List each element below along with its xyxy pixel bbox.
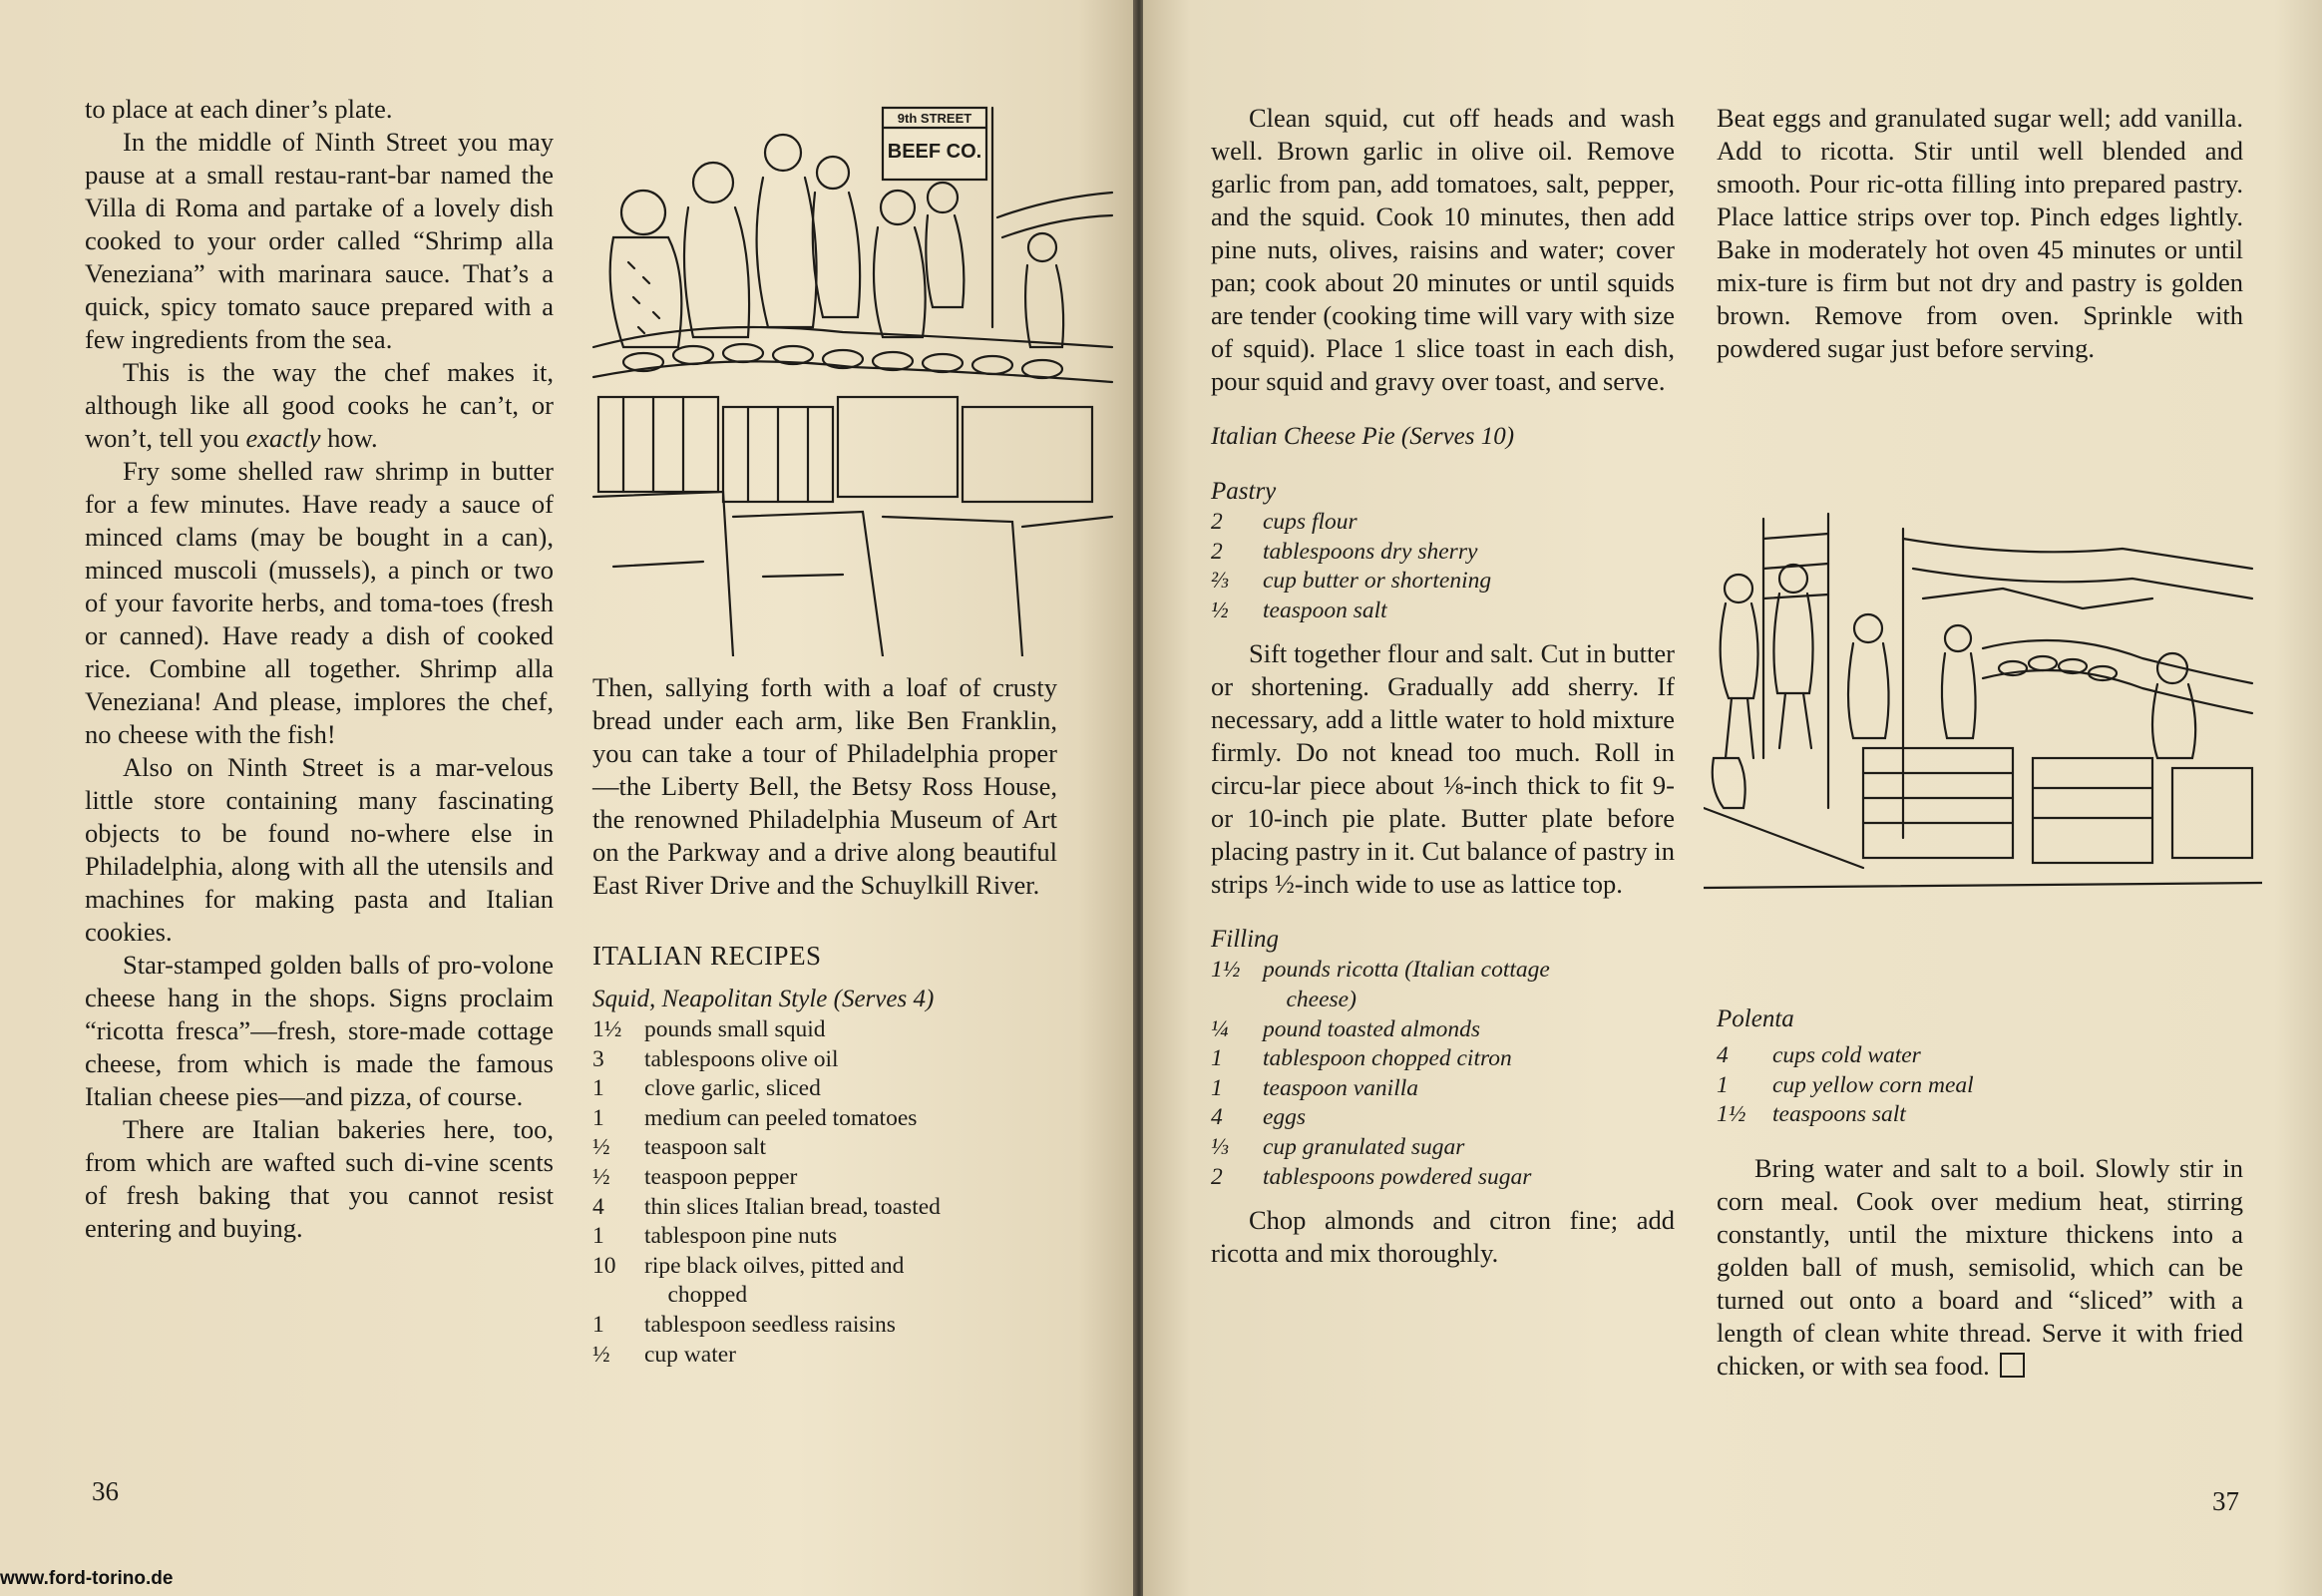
ingredient-name: tablespoon seedless raisins [644, 1311, 896, 1338]
ingredient-quantity: 4 [1211, 1104, 1223, 1131]
ingredient-quantity: 4 [1717, 1042, 1729, 1068]
right-column-2-lower [1717, 1002, 2243, 1383]
ingredient-item [592, 1341, 1057, 1371]
ingredient-name: cup granulated sugar [1263, 1133, 1465, 1160]
ingredient-quantity: 10 [592, 1252, 616, 1279]
ingredient-item [592, 1074, 1057, 1104]
ingredient-item [1211, 1044, 1675, 1074]
ingredient-quantity: 1½ [1211, 957, 1241, 984]
ingredient-name: cup water [644, 1341, 736, 1368]
ingredient-item [592, 1133, 1057, 1163]
ingredient-quantity: 3 [592, 1045, 604, 1072]
ingredient-quantity: 1 [1211, 1074, 1223, 1101]
end-of-article-mark [2000, 1353, 2025, 1378]
ingredient-item [1717, 1100, 2243, 1130]
ingredient-name: cups flour [1263, 509, 1357, 535]
paragraph: Chop almonds and citron fine; add ricotta and mix thoroughly. [1211, 1205, 1675, 1269]
ingredient-quantity: ½ [592, 1163, 610, 1190]
ingredient-item [592, 1222, 1057, 1252]
ingredient-name: cup butter or shortening [1263, 568, 1492, 595]
ingredient-quantity: 1 [592, 1311, 604, 1338]
ingredient-item [1211, 538, 1675, 568]
ingredient-name: teaspoon salt [1263, 597, 1387, 623]
left-page [0, 0, 1135, 1596]
ingredient-name: cups cold water [1772, 1042, 1921, 1068]
ingredient-item [1211, 1015, 1675, 1045]
ingredient-name: teaspoons salt [1772, 1101, 1906, 1128]
right-column-2 [1717, 102, 2243, 365]
market-sketch-illustration [583, 98, 1122, 656]
ingredient-item [592, 1193, 1057, 1223]
ingredient-list [1717, 1041, 2243, 1130]
ingredient-item [592, 1281, 1057, 1311]
ingredient-quantity: 2 [1211, 538, 1223, 565]
ingredient-name: tablespoons powdered sugar [1263, 1163, 1532, 1190]
section-title: Filling [1211, 926, 1280, 954]
right-page [1143, 0, 2322, 1596]
recipe-title: Squid, Neapolitan Style (Serves 4) [592, 986, 935, 1012]
paragraph: Then, sallying forth with a loaf of crusty bread under each arm, like Ben Franklin, you can take a tour of Philadelphia proper—the Liberty Bell, the Betsy Ross House, the renowned Philadelphia Museum of Art on the Parkway and a drive along beautiful East River Drive and the Schuylkill River. [592, 672, 1057, 900]
ingredient-item [1211, 1133, 1675, 1163]
ingredient-quantity: 2 [1211, 509, 1223, 535]
ingredient-name: thin slices Italian bread, toasted [644, 1193, 941, 1220]
ingredient-name: teaspoon pepper [644, 1163, 798, 1190]
ingredient-item [1211, 956, 1675, 986]
ingredient-name: medium can peeled tomatoes [644, 1104, 918, 1131]
ingredient-name: pounds small squid [644, 1016, 826, 1042]
ingredient-quantity: ½ [592, 1134, 610, 1161]
ingredient-item [1211, 1163, 1675, 1193]
ingredient-name: tablespoons dry sherry [1263, 538, 1478, 565]
ingredient-name: chopped [644, 1282, 748, 1309]
sign-line-1: 9th STREET [897, 111, 972, 126]
ingredient-name: cup yellow corn meal [1772, 1071, 1974, 1098]
ingredient-list [592, 1015, 1057, 1370]
ingredient-item [1211, 1103, 1675, 1133]
ingredient-quantity: 1½ [592, 1016, 622, 1042]
ingredient-quantity: 1 [1211, 1045, 1223, 1072]
ingredient-item [1211, 1074, 1675, 1104]
ingredient-name: clove garlic, sliced [644, 1075, 821, 1102]
paragraph: Fry some shelled raw shrimp in butter for a few minutes. Have ready a sauce of minced clams (may be bought in a can), minced muscoli (mussels), a pinch or two of your favorite herbs, and toma-toes (fresh or canned). Have ready a dish of cooked rice. Combine all together. Shrimp alla Veneziana! And please, implores the chef, no cheese with the fish! [85, 456, 554, 749]
ingredient-quantity [1211, 986, 1263, 1015]
ingredient-quantity: 4 [592, 1193, 604, 1220]
ingredient-item [592, 1045, 1057, 1075]
ingredient-quantity: ⅔ [1211, 568, 1229, 595]
ingredient-name: eggs [1263, 1104, 1307, 1131]
recipe-title: Polenta [1717, 1005, 1794, 1032]
paragraph: Clean squid, cut off heads and wash well. Brown garlic in olive oil. Remove garlic from pan, add tomatoes, salt, pepper, and the squid. Cook 10 minutes, then add pine nuts, olives, raisins and water; cover pan; cook about 20 minutes or until squids are tender (cooking time will vary with size of squid). Place 1 slice toast in each dish, pour squid and gravy over toast, and serve. [1211, 103, 1675, 396]
ingredient-quantity: 1 [592, 1104, 604, 1131]
paragraph: Star-stamped golden balls of pro-volone cheese hang in the shops. Signs proclaim “ricotta fresca”—fresh, store-made cottage cheese, from which is made the famous Italian cheese pies—and pizza, of course. [85, 950, 554, 1111]
paragraph: This is the way the chef makes it, although like all good cooks he can’t, or won’t, tell you exactly how. [85, 357, 554, 453]
paragraph: Beat eggs and granulated sugar well; add vanilla. Add to ricotta. Stir until well blended and smooth. Pour ric-otta filling into prepared pastry. Place lattice strips over top. Pinch edges lightly. Bake in moderately hot oven 45 minutes or until mix-ture is firm but not dry and pastry is golden brown. Remove from oven. Sprinkle with powdered sugar just before serving. [1717, 103, 2243, 363]
ingredient-item [1211, 508, 1675, 538]
ingredient-name: ripe black oilves, pitted and [644, 1252, 905, 1279]
ingredient-quantity: 1 [592, 1075, 604, 1102]
sign-line-2: BEEF CO. [887, 141, 982, 163]
ingredient-item [1717, 1041, 2243, 1071]
ingredient-item [1717, 1071, 2243, 1101]
ingredient-name: tablespoons olive oil [644, 1045, 839, 1072]
ingredient-item [1211, 597, 1675, 626]
paragraph: to place at each diner’s plate. [85, 94, 393, 124]
recipe-title: Italian Cheese Pie (Serves 10) [1211, 423, 1515, 450]
ingredient-quantity: ¼ [1211, 1015, 1229, 1042]
section-title: Pastry [1211, 478, 1277, 505]
ingredient-name: tablespoon chopped citron [1263, 1045, 1512, 1072]
ingredient-quantity: ⅓ [1211, 1133, 1229, 1160]
page-number: 37 [2212, 1486, 2239, 1516]
right-column-1 [1211, 102, 1675, 1270]
ingredient-name: teaspoon salt [644, 1134, 767, 1161]
paragraph: There are Italian bakeries here, too, from which are wafted such di-vine scents of fresh baking that you cannot resist entering and buying. [85, 1114, 554, 1243]
ingredient-name: pounds ricotta (Italian cottage [1263, 957, 1550, 984]
paragraph: In the middle of Ninth Street you may pause at a small restau-rant-bar named the Villa di Roma and partake of a lovely dish cooked to your order called “Shrimp alla Veneziana” with marinara sauce. That’s a quick, spicy tomato sauce prepared with a few ingredients from the sea. [85, 127, 554, 354]
ingredient-list [1211, 956, 1675, 1192]
ingredient-name: cheese) [1263, 986, 1356, 1012]
ingredient-item [1211, 986, 1675, 1015]
ingredient-item [592, 1015, 1057, 1045]
paragraph: Sift together flour and salt. Cut in butter or shortening. Gradually add sherry. If necessary, add a little water to hold mixture firmly. Do not knead too much. Roll in circu-lar piece about ⅛-inch thick to fit 9- or 10-inch pie plate. Butter plate before placing pastry in it. Cut balance of pastry in strips ½-inch wide to use as lattice top. [1211, 638, 1675, 900]
ingredient-item [1211, 567, 1675, 597]
ingredient-name: tablespoon pine nuts [644, 1223, 838, 1250]
watermark: www.ford-torino.de [0, 1568, 174, 1589]
ingredient-name: teaspoon vanilla [1263, 1074, 1418, 1101]
ingredient-quantity: 1½ [1717, 1101, 1746, 1128]
ingredient-quantity: 2 [1211, 1163, 1223, 1190]
street-market-sketch-illustration [1704, 509, 2262, 898]
ingredient-list [1211, 508, 1675, 625]
recipes-heading: ITALIAN RECIPES [592, 941, 822, 971]
ingredient-item [592, 1163, 1057, 1193]
ingredient-item [592, 1104, 1057, 1134]
left-column-2 [592, 671, 1057, 1370]
ingredient-quantity: ½ [592, 1341, 610, 1368]
ingredient-name: pound toasted almonds [1263, 1015, 1481, 1042]
ingredient-quantity: 1 [592, 1223, 604, 1250]
ingredient-quantity: ½ [1211, 597, 1229, 623]
paragraph: Also on Ninth Street is a mar-velous little store containing many fascinating objects to be found no-where else in Philadelphia, along with all the utensils and machines for making pasta and Italian cookies. [85, 752, 554, 947]
ingredient-item [592, 1311, 1057, 1341]
ingredient-quantity [592, 1281, 644, 1311]
paragraph: Bring water and salt to a boil. Slowly stir in corn meal. Cook over medium heat, stirring constantly, until the mixture thickens into a golden ball of mush, semisolid, which can be turned out onto a board and “sliced” with a length of clean white thread. Serve it with fried chicken, or with sea food. [1717, 1152, 2243, 1381]
left-column-1 [85, 93, 554, 1245]
page-number: 36 [92, 1476, 119, 1506]
ingredient-item [592, 1252, 1057, 1282]
ingredient-quantity: 1 [1717, 1071, 1729, 1098]
